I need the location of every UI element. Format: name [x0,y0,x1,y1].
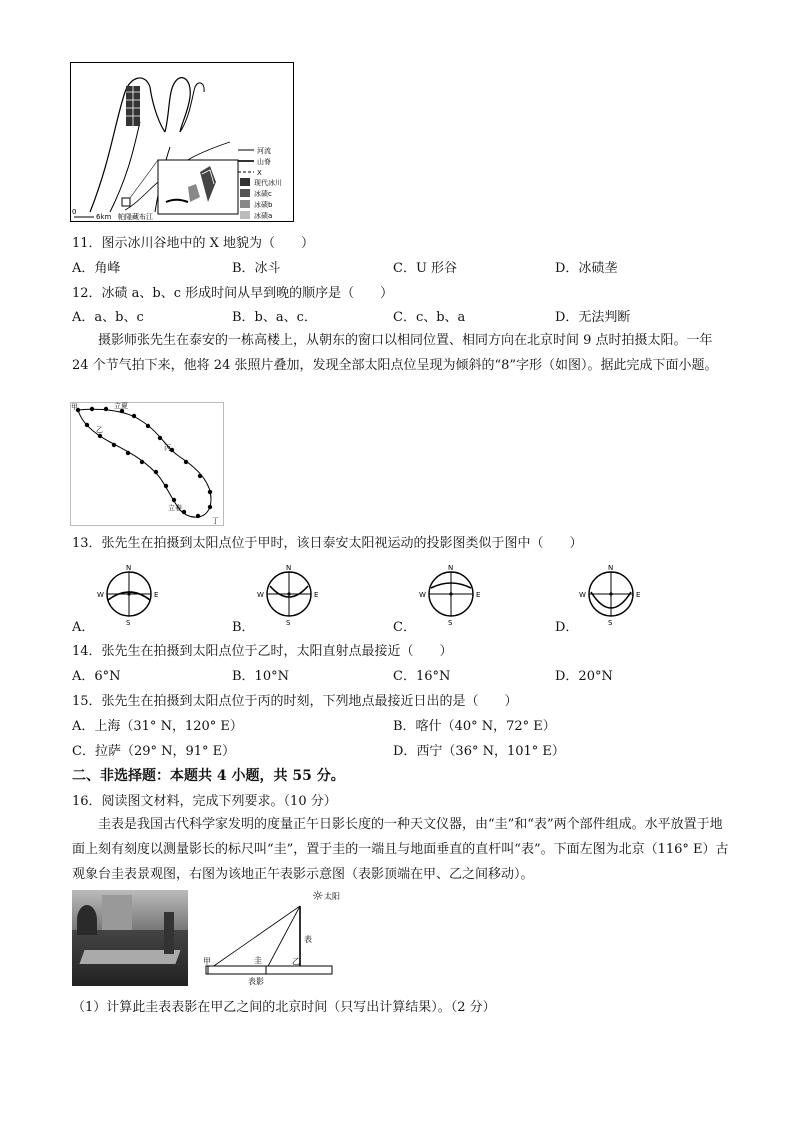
q14-stem: 14．张先生在拍摄到太阳点位于乙时，太阳直射点最接近（ ） [72,644,453,659]
analemma-figure [70,402,224,526]
svg-text:S: S [608,619,613,627]
q15-stem: 15．张先生在拍摄到太阳点位于丙的时刻，下列地点最接近日出的是（ ） [72,694,518,709]
label-biao: 表 [304,935,312,944]
sun-icon: ☼ [312,889,324,904]
q16-material: 圭表是我国古代科学家发明的度量正午日影长度的一种天文仪器，由“圭”和“表”两个部件组成。水平放置于地面上刻有刻度以测量影长的标尺叫“圭”，置于圭的一端且与地面垂直的直杆叫“表”。下面左图为北京（116° E）古观象台圭表景观图，右图为该地正午表影示意图（表影顶端在甲、乙之间移动）。 [72,817,729,882]
legend-glacier: 现代冰川 [254,179,282,187]
q11-stem: 11．图示冰川谷地中的 X 地貌为（ ） [72,236,315,251]
q13-stem: 13．张先生在拍摄到太阳点位于甲时，该日泰安太阳视运动的投影图类似于图中（ ） [72,536,583,551]
svg-text:S: S [448,619,453,627]
svg-text:W: W [97,591,104,599]
svg-text:N: N [608,564,614,572]
legend-moraine-b: 冰碛b [254,201,273,209]
q15-option-a[interactable]: A．上海（31° N，120° E） [72,719,243,734]
svg-text:E: E [636,591,641,599]
q14-option-b[interactable]: B．10°N [232,669,289,684]
svg-text:W: W [257,591,264,599]
q15-option-c[interactable]: C．拉萨（29° N，91° E） [72,744,236,759]
point-yi: 乙 [96,426,103,434]
sun-path-diagram-a[interactable] [96,562,162,626]
q12-option-a[interactable]: A．a、b、c [72,310,144,325]
intro-paragraph: 摄影师张先生在泰安的一栋高楼上，从朝东的窗口以相同位置、相同方向在北京时间 9 点时拍摄太阳。一年 24 个节气拍下来，他将 24 张照片叠加，发现全部太阳点位呈现为倾斜的“8”字形（如图）。据此完成下面小题。 [72,333,718,373]
q11-option-b[interactable]: B．冰斗 [232,261,281,276]
label-shadow: 表影 [248,977,264,986]
sun-path-diagram-b[interactable] [256,562,322,626]
svg-text:N: N [448,564,454,572]
gnomon-shadow-diagram [200,888,340,986]
q12-option-d[interactable]: D．无法判断 [555,310,631,325]
label-sun: 太阳 [324,892,340,901]
svg-text:N: N [126,564,132,572]
q12-stem: 12．冰碛 a、b、c 形成时间从早到晚的顺序是（ ） [72,286,394,301]
label-lichun: 立春 [168,504,182,512]
label-gui: 圭 [254,956,262,965]
q11-option-c[interactable]: C．U 形谷 [393,261,458,276]
point-bing: 丙 [164,444,171,452]
scale-label: 6km [96,213,112,221]
svg-text:0: 0 [72,208,77,216]
glacier-valley-map [70,62,294,222]
q15-option-b[interactable]: B．喀什（40° N，72° E） [393,719,556,734]
q12-option-b[interactable]: B．b、a、c． [232,310,317,325]
q13-option-b[interactable]: B． [232,620,255,635]
q15-option-d[interactable]: D．西宁（36° N，101° E） [393,744,565,759]
svg-text:E: E [476,591,481,599]
svg-text:S: S [126,619,131,627]
svg-text:W: W [419,591,426,599]
legend-river: 河流 [257,147,271,155]
legend-moraine-c: 冰碛c [254,190,272,198]
svg-text:N: N [286,564,292,572]
label-yi: 乙 [292,957,300,966]
point-ding: 丁 [212,517,219,525]
q13-option-c[interactable]: C． [393,620,416,635]
q13-option-d[interactable]: D． [555,620,579,635]
section-heading: 二、非选择题：本题共 4 小题，共 55 分。 [72,768,345,784]
label-jia: 甲 [203,957,211,966]
observatory-photo [72,890,188,986]
q16-sub1: （1）计算此圭表表影在甲乙之间的北京时间（只写出计算结果）。（2 分） [72,1000,496,1015]
q12-option-c[interactable]: C．c、b、a [393,310,466,325]
svg-text:E: E [154,591,159,599]
svg-text:S: S [286,619,291,627]
q11-option-d[interactable]: D．冰碛垄 [555,261,618,276]
q14-option-c[interactable]: C．16°N [393,669,451,684]
legend-ridge: 山脊 [257,158,271,166]
svg-text:W: W [579,591,586,599]
river-name: 帕隆藏布江 [118,213,153,221]
label-lixia: 立夏 [114,402,128,410]
q14-option-d[interactable]: D．20°N [555,669,613,684]
sun-path-diagram-c[interactable] [418,562,484,626]
q16-stem: 16．阅读图文材料，完成下列要求。（10 分） [72,794,337,809]
q13-option-a[interactable]: A． [72,620,95,635]
q11-option-a[interactable]: A．角峰 [72,261,121,276]
sun-path-diagram-d[interactable] [578,562,644,626]
q14-option-a[interactable]: A．6°N [72,669,121,684]
svg-text:E: E [314,591,319,599]
point-jia: 甲 [71,403,78,411]
legend-moraine-a: 冰碛a [254,212,273,220]
legend-x: X [257,169,262,177]
